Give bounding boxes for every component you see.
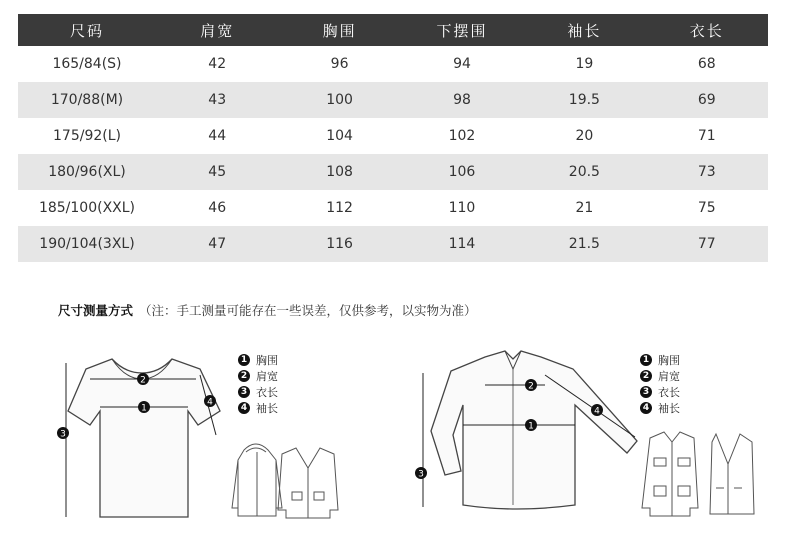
legend-label: 袖长 bbox=[256, 402, 278, 415]
cell: 73 bbox=[646, 154, 768, 190]
table-row bbox=[18, 118, 768, 154]
cell: 112 bbox=[326, 200, 353, 216]
marker-3-label: 3 bbox=[418, 469, 424, 480]
cell: 94 bbox=[453, 56, 471, 72]
legend-number: 2 bbox=[238, 370, 250, 382]
shirt-diagram bbox=[405, 345, 645, 515]
cell: 68 bbox=[697, 56, 716, 72]
cell: 21.5 bbox=[523, 226, 645, 262]
header-shoulder: 肩宽 bbox=[156, 14, 278, 46]
legend-item bbox=[640, 384, 680, 400]
legend-number: 4 bbox=[238, 402, 250, 414]
legend-item bbox=[640, 400, 680, 416]
cell: 102 bbox=[448, 128, 476, 144]
size-table bbox=[18, 14, 768, 262]
cell: 47 bbox=[156, 226, 278, 262]
cell: 185/100(XXL) bbox=[38, 200, 136, 216]
cell: 42 bbox=[208, 56, 227, 72]
legend-label: 胸围 bbox=[256, 354, 278, 367]
note-title: 尺寸测量方式 bbox=[58, 303, 134, 318]
legend-item bbox=[238, 400, 278, 416]
cell: 165/84(S) bbox=[52, 56, 122, 72]
cell: 106 bbox=[401, 154, 523, 190]
cell: 43 bbox=[156, 82, 278, 118]
cell: 77 bbox=[646, 226, 768, 262]
cell: 19.5 bbox=[523, 82, 645, 118]
legend-number: 3 bbox=[640, 386, 652, 398]
cell: 116 bbox=[278, 226, 400, 262]
marker-1-label: 1 bbox=[528, 421, 534, 432]
legend-label: 肩宽 bbox=[658, 370, 680, 383]
header-chest: 胸围 bbox=[278, 14, 400, 46]
table-row bbox=[18, 226, 768, 262]
cell: 71 bbox=[697, 128, 716, 144]
cell: 75 bbox=[697, 200, 716, 216]
header-sleeve: 袖长 bbox=[523, 14, 645, 46]
legend-item bbox=[238, 352, 278, 368]
legend-number: 1 bbox=[238, 354, 250, 366]
cell: 108 bbox=[278, 154, 400, 190]
legend-number: 2 bbox=[640, 370, 652, 382]
cell: 98 bbox=[401, 82, 523, 118]
cell: 104 bbox=[326, 128, 353, 144]
cell: 69 bbox=[646, 82, 768, 118]
cell: 175/92(L) bbox=[53, 128, 121, 144]
header-length: 衣长 bbox=[646, 14, 768, 46]
cell: 180/96(XL) bbox=[18, 154, 156, 190]
legend-label: 肩宽 bbox=[256, 370, 278, 383]
marker-4-label: 4 bbox=[207, 397, 213, 408]
header-size: 尺码 bbox=[18, 14, 156, 46]
table-row bbox=[18, 82, 768, 118]
marker-1-label: 1 bbox=[141, 403, 147, 414]
note-text: （注：手工测量可能存在一些误差，仅供参考，以实物为准） bbox=[139, 303, 477, 318]
legend-label: 胸围 bbox=[658, 354, 680, 367]
legend-label: 衣长 bbox=[658, 386, 680, 399]
legend-right bbox=[640, 352, 680, 416]
cell: 114 bbox=[401, 226, 523, 262]
cell: 44 bbox=[208, 128, 227, 144]
table-row bbox=[18, 190, 768, 226]
cell: 20 bbox=[575, 128, 594, 144]
legend-label: 衣长 bbox=[256, 386, 278, 399]
legend-label: 袖长 bbox=[658, 402, 680, 415]
marker-3-label: 3 bbox=[60, 429, 66, 440]
cell: 20.5 bbox=[523, 154, 645, 190]
legend-item bbox=[640, 352, 680, 368]
cell: 100 bbox=[278, 82, 400, 118]
cell: 170/88(M) bbox=[18, 82, 156, 118]
legend-left bbox=[238, 352, 278, 416]
marker-4-label: 4 bbox=[594, 406, 600, 417]
cell: 110 bbox=[448, 200, 476, 216]
cell: 190/104(3XL) bbox=[18, 226, 156, 262]
legend-item bbox=[640, 368, 680, 384]
header-hem: 下摆围 bbox=[401, 14, 523, 46]
cell: 19 bbox=[575, 56, 594, 72]
jacket-blazer-sketch bbox=[636, 428, 756, 520]
legend-number: 4 bbox=[640, 402, 652, 414]
legend-number: 3 bbox=[238, 386, 250, 398]
measurement-note bbox=[58, 301, 477, 319]
cell: 45 bbox=[156, 154, 278, 190]
legend-item bbox=[238, 384, 278, 400]
legend-number: 1 bbox=[640, 354, 652, 366]
tshirt-diagram bbox=[50, 345, 230, 525]
cell: 46 bbox=[208, 200, 227, 216]
marker-2-label: 2 bbox=[140, 375, 146, 386]
legend-item bbox=[238, 368, 278, 384]
cell: 21 bbox=[575, 200, 594, 216]
marker-2-label: 2 bbox=[528, 381, 534, 392]
table-row bbox=[18, 154, 768, 190]
hoodie-cardigan-sketch bbox=[230, 438, 340, 522]
table-header-row bbox=[18, 14, 768, 46]
table-row bbox=[18, 46, 768, 82]
cell: 96 bbox=[330, 56, 349, 72]
